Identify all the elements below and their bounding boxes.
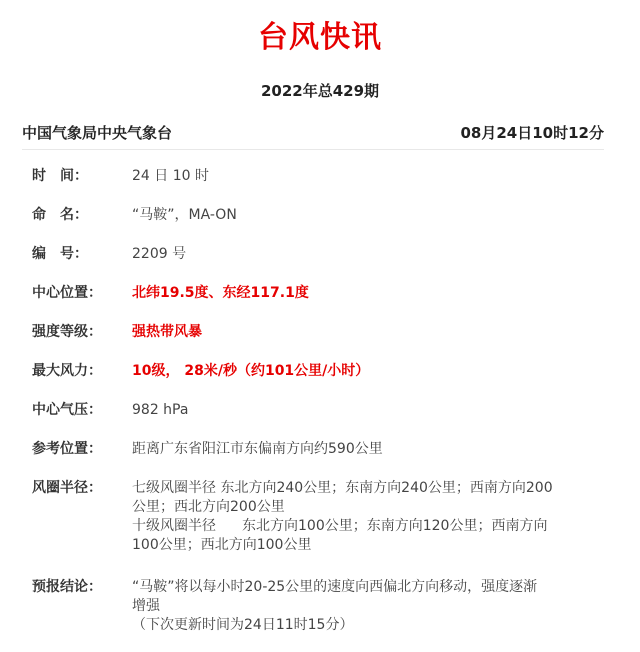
field-value: 距离广东省阳江市东偏南方向约590公里 [132,441,383,457]
field-label: 强度等级： [32,324,102,340]
forecast-next-update: （下次更新时间为24日11时15分） [132,617,354,633]
field-label: 风圈半径： [32,480,102,496]
field-value: “马鞍”，MA-ON [132,207,237,223]
field-value: 2209 号 [132,246,187,262]
field-value: 982 hPa [132,402,189,418]
field-value: 北纬19.5度、东经117.1度 [132,285,309,301]
wind-radius-level: 十级风圈半径 [132,518,216,534]
wind-radius-line: 100公里；西北方向100公里 [132,537,312,553]
field-value: 强热带风暴 [132,324,202,340]
field-label: 中心气压： [32,402,102,418]
field-value: 10级， 28米/秒（约101公里/小时） [132,363,370,379]
field-value [132,578,604,635]
field-label: 参考位置： [32,441,102,457]
wind-radius-line: 七级风圈半径 东北方向240公里；东南方向240公里；西南方向200 [132,480,553,496]
field-label: 编 号： [32,246,88,262]
field-label: 命 名： [32,207,88,223]
field-label: 最大风力： [32,363,102,379]
issue-number: 2022年总429期 [260,82,380,100]
field-value [132,479,604,555]
page-title: 台风快讯 [258,20,382,55]
field-value: 24 日 10 时 [132,168,209,184]
wind-radius-line: 公里；西北方向200公里 [132,499,285,515]
field-label: 预报结论： [32,579,102,595]
field-label: 中心位置： [32,285,102,301]
forecast-line: “马鞍”将以每小时20-25公里的速度向西偏北方向移动，强度逐渐 [132,579,538,595]
issuer-name: 中国气象局中央气象台 [22,124,173,142]
wind-radius-line [132,517,604,536]
issue-time: 08月24日10时12分 [460,124,604,142]
wind-radius-detail: 东北方向100公里；东南方向120公里；西南方向 [242,518,548,534]
forecast-line: 增强 [132,598,160,614]
issuer-bar [22,122,604,150]
field-label: 时 间： [32,168,88,184]
